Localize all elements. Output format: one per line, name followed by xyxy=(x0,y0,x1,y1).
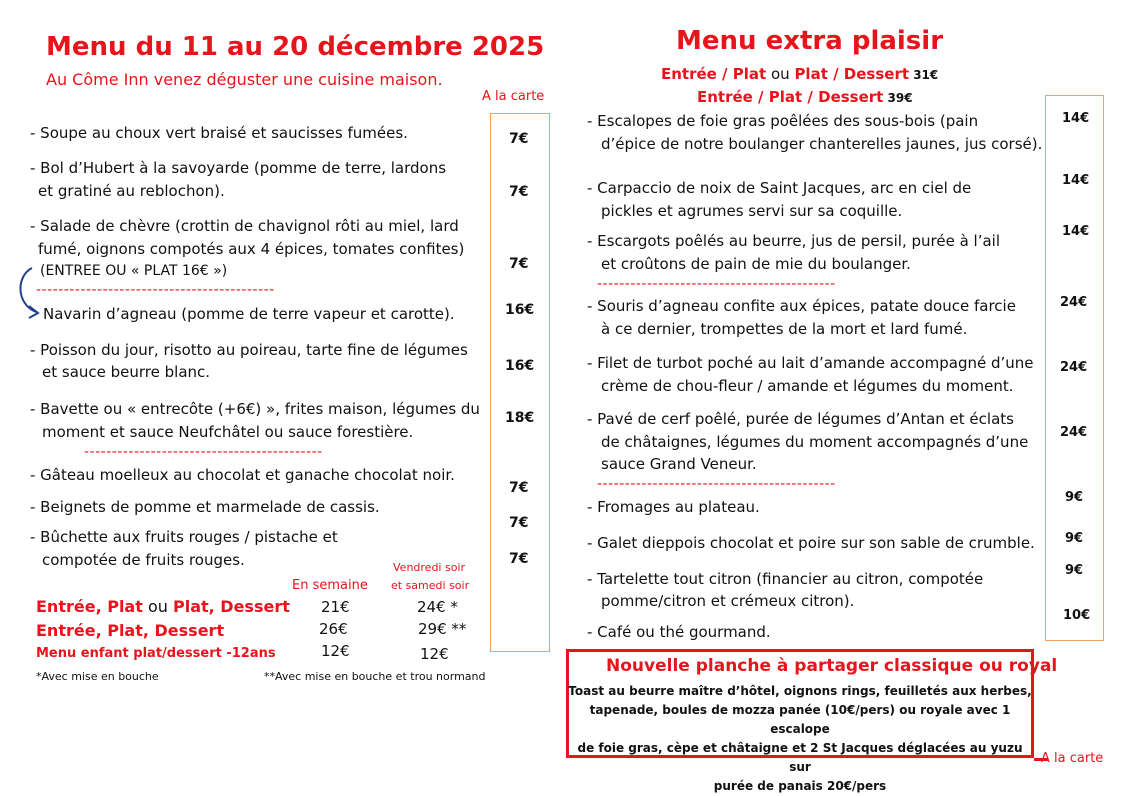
left-item-3: - Salade de chèvre (crottin de chavignol rôti au miel, lard xyxy=(30,217,459,235)
formula-row-3: Menu enfant plat/dessert -12ans xyxy=(36,646,276,661)
formula-row-3-price-weekday: 12€ xyxy=(321,642,350,660)
formula-row-1-a: Entrée, Plat xyxy=(36,597,143,616)
right-item-3: - Escargots poêlés au beurre, jus de persil, purée à l’ail xyxy=(587,232,1001,250)
right-price-10: 10€ xyxy=(1063,608,1091,623)
left-item-5: - Poisson du jour, risotto au poireau, tarte fine de légumes xyxy=(30,341,468,359)
formula-header-weekend-line1: Vendredi soir xyxy=(393,561,466,574)
left-price-1: 7€ xyxy=(509,131,529,147)
right-formula-line-1-ou: ou xyxy=(766,65,795,83)
right-price-3: 14€ xyxy=(1062,224,1090,239)
right-item-5-line2: crème de chou-fleur / amande et légumes du moment. xyxy=(601,377,1014,395)
left-price-2: 7€ xyxy=(509,184,529,200)
left-item-2-line2: et gratiné au reblochon). xyxy=(38,182,225,200)
formula-row-1-ou: ou xyxy=(142,597,173,616)
right-item-6-line3: sauce Grand Veneur. xyxy=(601,455,757,473)
right-divider-2: ------------------------------------------- xyxy=(597,476,836,492)
formula-row-1-price-weekday: 21€ xyxy=(321,598,350,616)
formula-row-2: Entrée, Plat, Dessert xyxy=(36,621,225,640)
right-price-7: 9€ xyxy=(1065,490,1084,505)
left-item-3-line2: fumé, oignons compotés aux 4 épices, tomates confites) xyxy=(38,240,465,258)
right-item-2: - Carpaccio de noix de Saint Jacques, arc en ciel de xyxy=(587,179,972,197)
left-item-5-line2: et sauce beurre blanc. xyxy=(42,363,211,381)
right-item-10: - Café ou thé gourmand. xyxy=(587,623,771,641)
right-price-4: 24€ xyxy=(1060,295,1088,310)
right-price-8: 9€ xyxy=(1065,531,1084,546)
right-formula-line-1-a: Entrée / Plat xyxy=(661,65,767,83)
a-la-carte-label: A la carte xyxy=(482,89,545,104)
right-item-2-line2: pickles et agrumes servi sur sa coquille. xyxy=(601,202,903,220)
right-item-7: - Fromages au plateau. xyxy=(587,498,760,516)
formula-row-1-b: Plat, Dessert xyxy=(172,597,290,616)
right-price-2: 14€ xyxy=(1062,173,1090,188)
right-item-3-line2: et croûtons de pain de mie du boulanger. xyxy=(601,255,911,273)
left-menu-subtitle: Au Côme Inn venez déguster une cuisine maison. xyxy=(46,70,443,89)
right-item-1: - Escalopes de foie gras poêlées des sous-bois (pain xyxy=(587,112,979,130)
left-price-9: 7€ xyxy=(509,551,529,567)
left-price-7: 7€ xyxy=(509,480,529,496)
right-item-9-line2: pomme/citron et crémeux citron). xyxy=(601,592,855,610)
right-formula-line-1 xyxy=(661,65,938,83)
right-formula-line-1-b: Plat / Dessert xyxy=(794,65,910,83)
right-item-6: - Pavé de cerf poêlé, purée de légumes d’Antan et éclats xyxy=(587,410,1014,428)
right-item-9: - Tartelette tout citron (financier au citron, compotée xyxy=(587,570,984,588)
formula-header-weekday: En semaine xyxy=(292,578,368,593)
right-price-5: 24€ xyxy=(1060,360,1088,375)
right-menu-title: Menu extra plaisir xyxy=(676,26,944,56)
right-formula-line-2-price: 39€ xyxy=(883,91,913,105)
formula-row-1-price-weekend: 24€ * xyxy=(417,598,458,616)
left-item-4: Navarin d’agneau (pomme de terre vapeur et carotte). xyxy=(43,305,455,323)
left-item-8: - Beignets de pomme et marmelade de cassis. xyxy=(30,498,380,516)
right-item-6-line2: de châtaignes, légumes du moment accompagnés d’une xyxy=(601,433,1029,451)
left-item-6-line2: moment et sauce Neufchâtel ou sauce forestière. xyxy=(42,423,414,441)
left-item-1: - Soupe au choux vert braisé et saucisses fumées. xyxy=(30,124,408,142)
right-formula-line-1-price: 31€ xyxy=(909,68,939,82)
formula-row-3-price-weekend: 12€ xyxy=(420,645,449,663)
planche-line-4: purée de panais 20€/pers xyxy=(713,779,887,793)
left-price-4: 16€ xyxy=(505,302,535,318)
formula-row-1 xyxy=(36,597,290,616)
planche-line-2: tapenade, boules de mozza panée (10€/pers) ou royale avec 1 escalope xyxy=(589,703,1011,736)
formula-note-1: *Avec mise en bouche xyxy=(36,670,159,683)
right-item-5: - Filet de turbot poché au lait d’amande accompagné d’une xyxy=(587,354,1034,372)
right-price-6: 24€ xyxy=(1060,425,1088,440)
formula-note-2: **Avec mise en bouche et trou normand xyxy=(264,670,486,683)
left-item-6: - Bavette ou « entrecôte (+6€) », frites maison, légumes du xyxy=(30,400,480,418)
left-item-7: - Gâteau moelleux au chocolat et ganache chocolat noir. xyxy=(30,466,455,484)
right-price-1: 14€ xyxy=(1062,111,1090,126)
right-formula-line-2-a: Entrée / Plat / Dessert xyxy=(697,88,884,106)
left-item-2: - Bol d’Hubert à la savoyarde (pomme de terre, lardons xyxy=(30,159,447,177)
planche-description xyxy=(566,682,1034,796)
left-divider-2: ------------------------------------------- xyxy=(84,444,323,460)
formula-header-weekend-line2: et samedi soir xyxy=(391,579,470,592)
left-item-9-line2: compotée de fruits rouges. xyxy=(42,551,245,569)
curved-arrow-icon xyxy=(14,262,46,322)
left-menu-title: Menu du 11 au 20 décembre 2025 xyxy=(46,32,545,62)
right-divider-1: ------------------------------------------- xyxy=(597,276,836,292)
right-item-8: - Galet dieppois chocolat et poire sur son sable de crumble. xyxy=(587,534,1035,552)
left-price-3: 7€ xyxy=(509,256,529,272)
right-formula-line-2 xyxy=(697,88,913,106)
formula-row-2-price-weekend: 29€ ** xyxy=(418,620,467,638)
left-divider-1: ------------------------------------------- xyxy=(36,282,275,298)
right-item-1-line2: d’épice de notre boulanger chanterelles jaunes, jus corsé). xyxy=(601,135,1043,153)
right-item-4: - Souris d’agneau confite aux épices, patate douce farcie xyxy=(587,297,1016,315)
planche-line-1: Toast au beurre maître d’hôtel, oignons rings, feuilletés aux herbes, xyxy=(568,684,1032,698)
right-item-4-line2: à ce dernier, trompettes de la mort et lard fumé. xyxy=(601,320,968,338)
left-price-6: 18€ xyxy=(505,410,535,426)
left-price-5: 16€ xyxy=(505,358,535,374)
left-item-9: - Bûchette aux fruits rouges / pistache et xyxy=(30,528,338,546)
formula-row-2-price-weekday: 26€ xyxy=(319,620,348,638)
planche-a-la-carte-label: A la carte xyxy=(1041,751,1104,766)
left-price-8: 7€ xyxy=(509,515,529,531)
planche-line-3: de foie gras, cèpe et châtaigne et 2 St Jacques déglacées au yuzu sur xyxy=(577,741,1023,774)
left-item-3-line3: (ENTREE OU « PLAT 16€ ») xyxy=(40,263,228,279)
right-price-9: 9€ xyxy=(1065,563,1084,578)
planche-title: Nouvelle planche à partager classique ou royal xyxy=(606,656,1058,676)
